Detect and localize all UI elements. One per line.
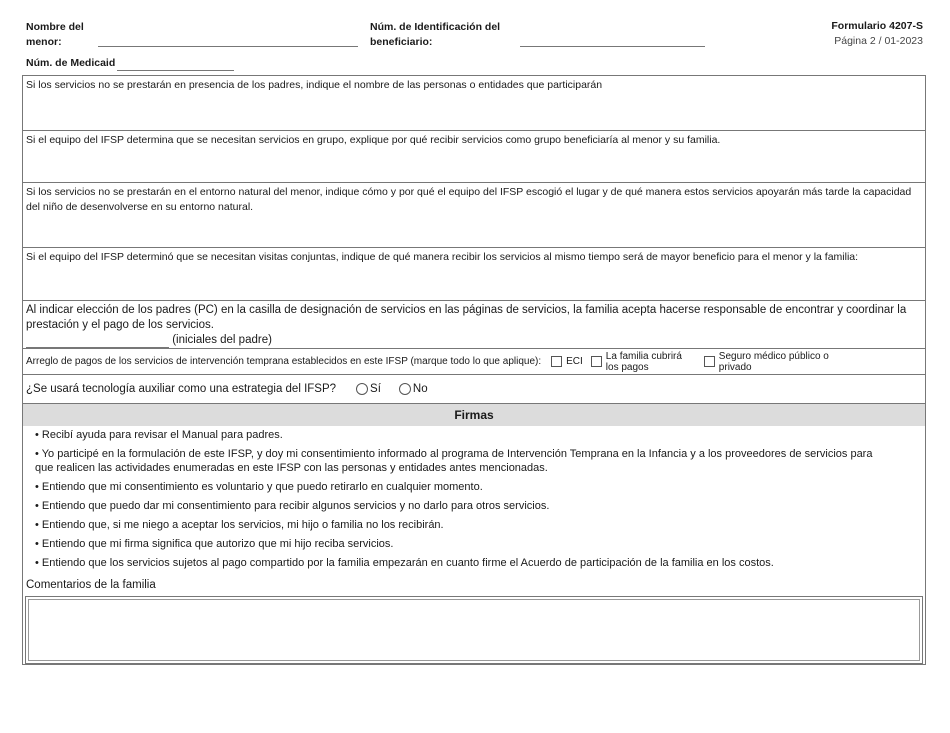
family-pays-label: La familia cubrirá los pagos — [605, 350, 682, 373]
row-prompt: Si el equipo del IFSP determinó que se necesitan visitas conjuntas, indique de qué manera recibir los servicios al mismo tiempo será de mayor beneficio para el menor y la familia: — [26, 251, 859, 263]
medicaid-field[interactable] — [117, 57, 234, 71]
form-body — [22, 75, 926, 665]
consent-item: • Entiendo que mi firma significa que autorizo que mi hijo reciba servicios. — [35, 538, 394, 550]
parent-choice-section — [23, 301, 925, 349]
child-name-label — [26, 20, 84, 50]
parent-initials-label: (iniciales del padre) — [172, 334, 272, 346]
natural-environment-field[interactable] — [23, 183, 925, 248]
row-prompt: Si los servicios no se prestarán en el entorno natural del menor, indique cómo y por qué el equipo del IFSP escogió el lugar y de qué manera estos servicios apoyarán más tarde la capacidad del niño de desenvolverse en su entorno natural. — [26, 186, 912, 213]
no-radio[interactable] — [399, 383, 411, 395]
consent-item: • Entiendo que, si me niego a aceptar los servicios, mi hijo o familia no los recibirán. — [35, 519, 444, 531]
family-pays-checkbox[interactable] — [591, 356, 602, 367]
eci-checkbox[interactable] — [551, 356, 562, 367]
consent-list — [35, 428, 885, 575]
assistive-tech-question: ¿Se usará tecnología auxiliar como una estrategia del IFSP? — [26, 382, 337, 395]
parent-choice-text: Al indicar elección de los padres (PC) en la casilla de designación de servicios en las páginas de servicios, la familia acepta hacerse responsable de encontrar y coordinar la prestación y el pago de los servicios. — [26, 304, 907, 331]
family-comments-field[interactable] — [25, 596, 923, 664]
label-line: menor: — [26, 36, 62, 48]
consent-item: • Entiendo que mi consentimiento es voluntario y que puedo retirarlo en cualquier momento. — [35, 481, 483, 493]
payment-label: Arreglo de pagos de los servicios de intervención temprana establecidos en este IFSP (marque todo lo que aplique): — [26, 356, 542, 367]
no-label: No — [412, 382, 428, 395]
yes-label: Sí — [370, 382, 381, 395]
consent-item: • Yo participé en la formulación de este IFSP, y doy mi consentimiento informado al programa de Intervención Temprana en la Infancia y a los proveedores de servicios para que realicen las actividades enumeradas en este IFSP con las personas y entidades antes mencionadas. — [35, 448, 873, 474]
row-prompt: Si el equipo del IFSP determina que se necesitan servicios en grupo, explique por qué recibir servicios como grupo beneficiaría al menor y su familia. — [26, 134, 721, 146]
child-name-field[interactable] — [98, 32, 358, 47]
yes-radio[interactable] — [356, 383, 368, 395]
group-services-field[interactable] — [23, 131, 925, 183]
consent-item: • Recibí ayuda para revisar el Manual para padres. — [35, 429, 283, 441]
form-number: Formulario 4207-S — [831, 20, 923, 32]
payment-row — [23, 349, 925, 375]
consent-item: • Entiendo que puedo dar mi consentimiento para recibir algunos servicios y no darlo para otros servicios. — [35, 500, 550, 512]
insurance-label: Seguro médico público o privado — [718, 350, 829, 373]
page-info: Página 2 / 01-2023 — [834, 35, 923, 47]
medicaid-label: Núm. de Medicaid — [26, 57, 116, 69]
eci-label: ECI — [566, 356, 583, 367]
label-line: beneficiario: — [370, 36, 433, 48]
consent-item: • Entiendo que los servicios sujetos al pago compartido por la familia empezarán en cuanto firme el Acuerdo de participación de la familia en los costos. — [35, 557, 774, 569]
beneficiary-id-label — [370, 20, 500, 50]
insurance-checkbox[interactable] — [704, 356, 715, 367]
beneficiary-id-field[interactable] — [520, 32, 705, 47]
comments-label: Comentarios de la familia — [26, 579, 156, 591]
row-prompt: Si los servicios no se prestarán en presencia de los padres, indique el nombre de las personas o entidades que participarán — [26, 79, 603, 91]
non-parent-participants-field[interactable] — [23, 76, 925, 131]
signatures-header: Firmas — [23, 404, 925, 426]
parent-initials-field[interactable] — [26, 335, 169, 348]
assistive-tech-row — [23, 375, 925, 404]
joint-visits-field[interactable] — [23, 248, 925, 301]
label-line: Nombre del — [26, 21, 84, 33]
label-line: Núm. de Identificación del — [370, 21, 501, 33]
